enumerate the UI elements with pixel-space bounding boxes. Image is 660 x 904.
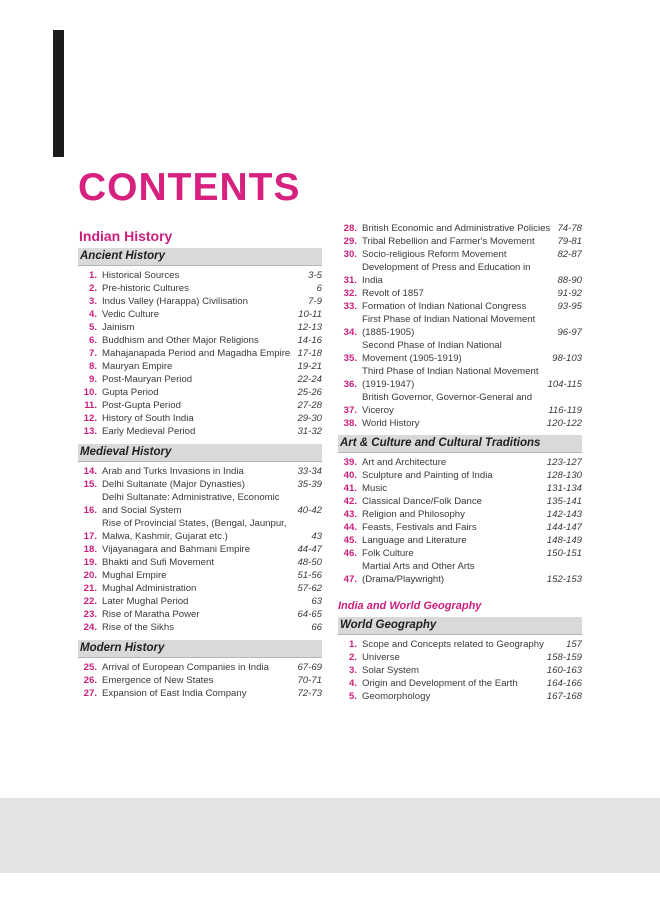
entry-pages: 72-73 [297, 688, 322, 699]
entry-title: Origin and Development of the Earth [362, 678, 518, 689]
toc-entry [78, 687, 322, 700]
entry-title: Arrival of European Companies in India [102, 662, 269, 673]
entry-pages: 116-119 [548, 405, 582, 416]
section-heading: Art & Culture and Cultural Traditions [338, 435, 582, 453]
entry-pages: 66 [311, 622, 322, 633]
entry-pages: 91-92 [557, 288, 582, 299]
entry-pages: 10-11 [298, 309, 322, 320]
entry-number: 43. [343, 509, 357, 520]
entry-number: 23. [83, 609, 97, 620]
entry-title: Solar System [362, 665, 420, 676]
entry-pages: 48-50 [297, 557, 322, 568]
entry-pages: 25-26 [297, 387, 322, 398]
toc-entry [78, 295, 322, 308]
entry-number: 5. [88, 322, 97, 333]
entry-pages: 35-39 [297, 479, 322, 490]
entry-title: Universe [362, 652, 400, 663]
toc-entry [78, 412, 322, 425]
entry-title: First Phase of Indian National Movement (1885-1905) [362, 314, 536, 338]
toc-entry [338, 313, 582, 339]
entry-number: 38. [343, 418, 357, 429]
toc-entry [78, 282, 322, 295]
entry-pages: 19-21 [297, 361, 322, 372]
toc-entry [338, 287, 582, 300]
entry-pages: 57-62 [297, 583, 322, 594]
toc-entry [338, 560, 582, 586]
toc-entry [338, 664, 582, 677]
entry-title: Religion and Philosophy [362, 509, 465, 520]
toc-entry [78, 321, 322, 334]
entry-title: Folk Culture [362, 548, 414, 559]
entry-pages: 31-32 [297, 426, 322, 437]
entry-title: Expansion of East India Company [102, 688, 247, 699]
entry-number: 26. [83, 675, 97, 686]
entry-title: Post-Gupta Period [102, 400, 181, 411]
entry-title: Delhi Sultanate (Major Dynasties) [102, 479, 245, 490]
entry-title: Mauryan Empire [102, 361, 173, 372]
entry-pages: 40-42 [297, 505, 322, 516]
entry-title: Feasts, Festivals and Fairs [362, 522, 477, 533]
entry-title: Early Medieval Period [102, 426, 196, 437]
entry-title: Development of Press and Education in India [362, 262, 531, 286]
entry-pages: 6 [316, 283, 322, 294]
toc-entry [338, 248, 582, 261]
entry-pages: 131-134 [546, 483, 582, 494]
entry-pages: 135-141 [546, 496, 582, 507]
toc-entry [338, 469, 582, 482]
entry-title: Tribal Rebellion and Farmer's Movement [362, 236, 535, 247]
toc-entry [338, 391, 582, 417]
section-heading: World Geography [338, 617, 582, 635]
entry-pages: 164-166 [546, 678, 582, 689]
entry-pages: 27-28 [297, 400, 322, 411]
entry-number: 2. [348, 652, 357, 663]
toc-entry [78, 543, 322, 556]
entry-number: 33. [343, 301, 357, 312]
toc-section [78, 640, 322, 700]
entry-pages: 12-13 [297, 322, 322, 333]
entry-pages: 123-127 [546, 457, 582, 468]
entry-title: Delhi Sultanate: Administrative, Economic and Social System [102, 492, 280, 516]
entry-title: Vedic Culture [102, 309, 160, 320]
entry-pages: 22-24 [297, 374, 322, 385]
entry-title: Later Mughal Period [102, 596, 189, 607]
entry-pages: 157 [565, 639, 582, 650]
entry-number: 28. [343, 223, 357, 234]
entry-title: Historical Sources [102, 270, 180, 281]
entry-number: 7. [88, 348, 97, 359]
toc-entry [338, 222, 582, 235]
toc-entry [78, 478, 322, 491]
entry-pages: 79-81 [557, 236, 582, 247]
entry-pages: 7-9 [308, 296, 322, 307]
geography-heading: India and World Geography [338, 600, 482, 612]
world-geography-section [338, 617, 582, 703]
entry-number: 34. [343, 327, 357, 338]
toc-entry [338, 690, 582, 703]
toc-entry [338, 521, 582, 534]
toc-entry [338, 495, 582, 508]
entry-pages: 29-30 [297, 413, 322, 424]
entry-title: Second Phase of Indian National Movement (1905-1919) [362, 340, 502, 364]
entry-pages: 64-65 [297, 609, 322, 620]
toc-entry [78, 308, 322, 321]
toc-entry [338, 456, 582, 469]
entry-title: Language and Literature [362, 535, 467, 546]
entry-number: 3. [348, 665, 357, 676]
section-heading: Medieval History [78, 444, 322, 462]
entry-pages: 120-122 [546, 418, 582, 429]
continued-list [338, 222, 582, 430]
entry-title: Post-Mauryan Period [102, 374, 193, 385]
entry-pages: 74-78 [557, 223, 582, 234]
page-title: CONTENTS [78, 166, 301, 209]
entry-title: Third Phase of Indian National Movement (1919-1947) [362, 366, 539, 390]
entry-pages: 67-69 [297, 662, 322, 673]
toc-section [78, 248, 322, 438]
toc-entry [338, 235, 582, 248]
toc-entry [78, 569, 322, 582]
toc-entry [338, 417, 582, 430]
entry-number: 36. [343, 379, 357, 390]
toc-entry [338, 339, 582, 365]
entry-title: Buddhism and Other Major Religions [102, 335, 259, 346]
entry-title: Revolt of 1857 [362, 288, 424, 299]
entry-pages: 148-149 [546, 535, 582, 546]
entry-pages: 104-115 [547, 379, 582, 390]
decorative-bar [53, 30, 64, 157]
entry-pages: 158-159 [546, 652, 582, 663]
entry-number: 13. [83, 426, 97, 437]
toc-entry [78, 269, 322, 282]
entry-number: 9. [88, 374, 97, 385]
entry-number: 20. [83, 570, 97, 581]
entry-title: Indus Valley (Harappa) Civilisation [102, 296, 248, 307]
toc-section [78, 444, 322, 634]
entry-number: 2. [88, 283, 97, 294]
entry-number: 41. [343, 483, 357, 494]
entry-pages: 17-18 [297, 348, 322, 359]
toc-entry [78, 674, 322, 687]
entry-number: 18. [83, 544, 97, 555]
entry-number: 1. [88, 270, 97, 281]
entry-pages: 150-151 [546, 548, 582, 559]
entry-number: 39. [343, 457, 357, 468]
toc-entry [78, 556, 322, 569]
entry-number: 21. [83, 583, 97, 594]
entry-number: 4. [348, 678, 357, 689]
entry-title: World History [362, 418, 420, 429]
entry-number: 35. [343, 353, 357, 364]
entry-pages: 33-34 [297, 466, 322, 477]
toc-entry [338, 300, 582, 313]
entry-number: 46. [343, 548, 357, 559]
toc-entry [338, 365, 582, 391]
entry-pages: 167-168 [546, 691, 582, 702]
entry-number: 27. [83, 688, 97, 699]
entry-title: Arab and Turks Invasions in India [102, 466, 244, 477]
toc-entry [78, 608, 322, 621]
entry-title: Mughal Empire [102, 570, 167, 581]
toc-entry [78, 386, 322, 399]
entry-number: 19. [83, 557, 97, 568]
toc-entry [338, 261, 582, 287]
toc-entry [78, 582, 322, 595]
entry-number: 8. [88, 361, 97, 372]
toc-entry [78, 334, 322, 347]
entry-number: 24. [83, 622, 97, 633]
toc-entry [338, 638, 582, 651]
toc-entry [338, 651, 582, 664]
entry-title: Rise of Provincial States, (Bengal, Jaunpur, Malwa, Kashmir, Gujarat etc.) [102, 518, 287, 542]
entry-title: Mahajanapada Period and Magadha Empire [102, 348, 291, 359]
indian-history-heading: Indian History [79, 228, 173, 244]
entry-number: 44. [343, 522, 357, 533]
section-heading: Modern History [78, 640, 322, 658]
toc-section [338, 435, 582, 586]
entry-title: Emergence of New States [102, 675, 214, 686]
entry-pages: 43 [311, 531, 322, 542]
toc-entry [78, 360, 322, 373]
art-culture-section [338, 435, 582, 586]
entry-pages: 98-103 [552, 353, 582, 364]
toc-entry [78, 465, 322, 478]
toc-entry [78, 595, 322, 608]
toc-entry [78, 373, 322, 386]
footer-band [0, 798, 660, 873]
toc-entry [338, 534, 582, 547]
entry-pages: 142-143 [546, 509, 582, 520]
entry-title: Music [362, 483, 388, 494]
entry-number: 3. [88, 296, 97, 307]
toc-entry [78, 399, 322, 412]
toc-entry [338, 508, 582, 521]
entry-number: 37. [343, 405, 357, 416]
section-heading: Ancient History [78, 248, 322, 266]
entry-number: 4. [88, 309, 97, 320]
entry-title: British Economic and Administrative Policies [362, 223, 551, 234]
entry-title: Rise of Maratha Power [102, 609, 200, 620]
entry-title: Gupta Period [102, 387, 159, 398]
entry-title: History of South India [102, 413, 194, 424]
entry-number: 1. [348, 639, 357, 650]
entry-pages: 14-16 [297, 335, 322, 346]
entry-number: 45. [343, 535, 357, 546]
entry-pages: 152-153 [546, 574, 582, 585]
entry-title: Martial Arts and Other Arts (Drama/Playwright) [362, 561, 475, 585]
entry-pages: 3-5 [308, 270, 322, 281]
entry-title: Socio-religious Reform Movement [362, 249, 507, 260]
entry-title: Vijayanagara and Bahmani Empire [102, 544, 251, 555]
entry-pages: 70-71 [297, 675, 322, 686]
toc-entry [78, 661, 322, 674]
entry-pages: 44-47 [297, 544, 322, 555]
entry-pages: 63 [311, 596, 322, 607]
entry-number: 16. [83, 505, 97, 516]
entry-number: 10. [83, 387, 97, 398]
entry-number: 14. [83, 466, 97, 477]
entry-pages: 88-90 [557, 275, 582, 286]
entry-number: 40. [343, 470, 357, 481]
entry-title: Art and Architecture [362, 457, 447, 468]
entry-pages: 128-130 [546, 470, 582, 481]
entry-title: Bhakti and Sufi Movement [102, 557, 214, 568]
entry-title: British Governor, Governor-General and Viceroy [362, 392, 533, 416]
toc-entry [78, 425, 322, 438]
toc-section [338, 617, 582, 703]
entry-number: 12. [83, 413, 97, 424]
entry-pages: 160-163 [546, 665, 582, 676]
entry-pages: 96-97 [557, 327, 582, 338]
entry-number: 30. [343, 249, 357, 260]
toc-entry [78, 491, 322, 517]
right-column [338, 222, 582, 703]
entry-title: Geomorphology [362, 691, 431, 702]
entry-pages: 51-56 [297, 570, 322, 581]
entry-pages: 93-95 [557, 301, 582, 312]
entry-title: Sculpture and Painting of India [362, 470, 493, 481]
entry-title: Classical Dance/Folk Dance [362, 496, 482, 507]
entry-number: 29. [343, 236, 357, 247]
entry-title: Pre-historic Cultures [102, 283, 189, 294]
entry-title: Jainism [102, 322, 135, 333]
entry-number: 31. [343, 275, 357, 286]
entry-number: 25. [83, 662, 97, 673]
entry-pages: 144-147 [546, 522, 582, 533]
entry-pages: 82-87 [557, 249, 582, 260]
entry-number: 15. [83, 479, 97, 490]
entry-number: 22. [83, 596, 97, 607]
entry-title: Scope and Concepts related to Geography [362, 639, 544, 650]
toc-entry [338, 547, 582, 560]
entry-number: 17. [83, 531, 97, 542]
left-sections [78, 248, 322, 700]
toc-entry [78, 517, 322, 543]
entry-number: 42. [343, 496, 357, 507]
entry-number: 11. [84, 400, 97, 411]
toc-entry [78, 347, 322, 360]
entry-number: 47. [343, 574, 357, 585]
toc-entry [78, 621, 322, 634]
toc-entry [338, 482, 582, 495]
entry-title: Mughal Administration [102, 583, 197, 594]
entry-number: 5. [348, 691, 357, 702]
entry-title: Rise of the Sikhs [102, 622, 174, 633]
entry-number: 32. [343, 288, 357, 299]
toc-entry [338, 677, 582, 690]
left-column [78, 222, 322, 700]
entry-title: Formation of Indian National Congress [362, 301, 527, 312]
entry-number: 6. [88, 335, 97, 346]
